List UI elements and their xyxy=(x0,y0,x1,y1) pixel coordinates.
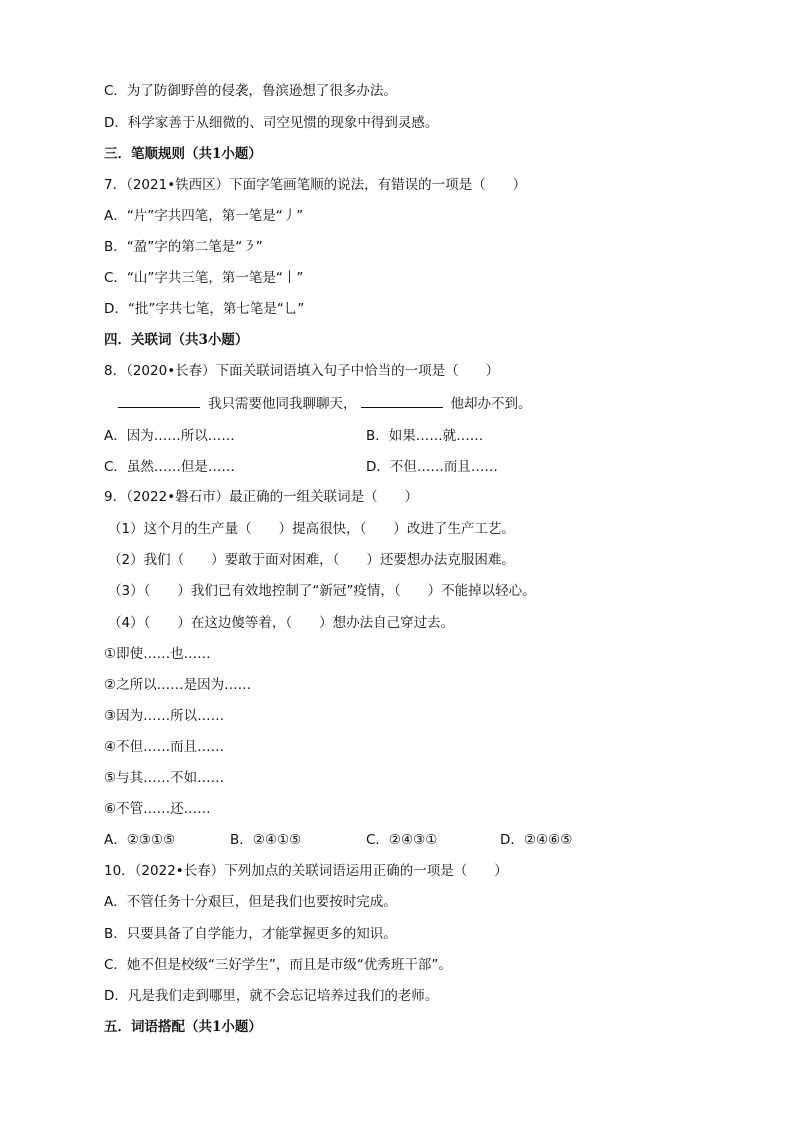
q8-option-b: B．如果……就…… xyxy=(366,428,484,444)
q9-pair-4: ④不但……而且…… xyxy=(104,739,225,755)
q8-option-a: A．因为……所以…… xyxy=(104,428,235,444)
q9-option-b: B．②④①⑤ xyxy=(230,832,302,848)
q9-sentence-1: （1）这个月的生产量（ ）提高很快，（ ）改进了生产工艺。 xyxy=(108,521,515,537)
q10-option-b: B．只要具备了自学能力，才能掌握更多的知识。 xyxy=(104,926,397,942)
q9-sentence-2: （2）我们（ ）要敢于面对困难，（ ）还要想办法克服困难。 xyxy=(108,552,515,568)
q7-option-c: C．“山”字共三笔，第一笔是“丨” xyxy=(104,270,304,286)
q9-option-d: D．②④⑥⑤ xyxy=(500,832,573,848)
q7-option-a: A．“片”字共四笔，第一笔是“丿” xyxy=(104,208,304,224)
q9-sentence-4: （4）（ ）在这边傻等着，（ ）想办法自己穿过去。 xyxy=(108,615,455,631)
section-heading-word-collocation: 五．词语搭配（共1小题） xyxy=(104,1019,262,1035)
fill-blank-1[interactable] xyxy=(118,393,200,408)
q7-option-d: D．“批”字共七笔，第七笔是“乚” xyxy=(104,301,305,317)
q8-sentence-end: 他却办不到。 xyxy=(450,396,532,412)
q10-option-c: C．她不但是校级“三好学生”，而且是市级“优秀班干部”。 xyxy=(104,957,452,973)
q8-sentence xyxy=(104,393,532,414)
q9-pair-3: ③因为……所以…… xyxy=(104,708,225,724)
q8-sentence-middle: 我只需要他同我聊聊天， xyxy=(208,396,357,412)
q9-pair-2: ②之所以……是因为…… xyxy=(104,677,252,693)
question-9-stem: 9．（2022•磐石市）最正确的一组关联词是（ ） xyxy=(104,489,419,505)
question-10-stem: 10．（2022•长春）下列加点的关联词语运用正确的一项是（ ） xyxy=(104,863,508,879)
q6-option-d: D．科学家善于从细微的、司空见惯的现象中得到灵感。 xyxy=(104,115,439,131)
q10-option-d: D．凡是我们走到哪里，就不会忘记培养过我们的老师。 xyxy=(104,988,439,1004)
question-7-stem: 7．（2021•铁西区）下面字笔画笔顺的说法，有错误的一项是（ ） xyxy=(104,177,527,193)
q9-pair-6: ⑥不管……还…… xyxy=(104,801,211,817)
question-8-stem: 8．（2020•长春）下面关联词语填入句子中恰当的一项是（ ） xyxy=(104,363,500,379)
q9-pair-1: ①即使……也…… xyxy=(104,646,211,662)
fill-blank-2[interactable] xyxy=(361,393,443,408)
q7-option-b: B．“盈”字的第二笔是“㇋” xyxy=(104,239,263,255)
q8-option-c: C．虽然……但是…… xyxy=(104,459,235,475)
q9-option-a: A．②③①⑤ xyxy=(104,832,176,848)
q9-sentence-3: （3）（ ）我们已有效地控制了“新冠”疫情，（ ）不能掉以轻心。 xyxy=(108,583,536,599)
q8-option-d: D．不但……而且…… xyxy=(366,459,498,475)
section-heading-stroke-order: 三．笔顺规则（共1小题） xyxy=(104,146,262,162)
section-heading-conjunctions: 四．关联词（共3小题） xyxy=(104,332,249,348)
q6-option-c: C．为了防御野兽的侵袭，鲁滨逊想了很多办法。 xyxy=(104,83,397,99)
q9-option-c: C．②④③① xyxy=(366,832,438,848)
q10-option-a: A．不管任务十分艰巨，但是我们也要按时完成。 xyxy=(104,894,397,910)
q9-pair-5: ⑤与其……不如…… xyxy=(104,770,225,786)
